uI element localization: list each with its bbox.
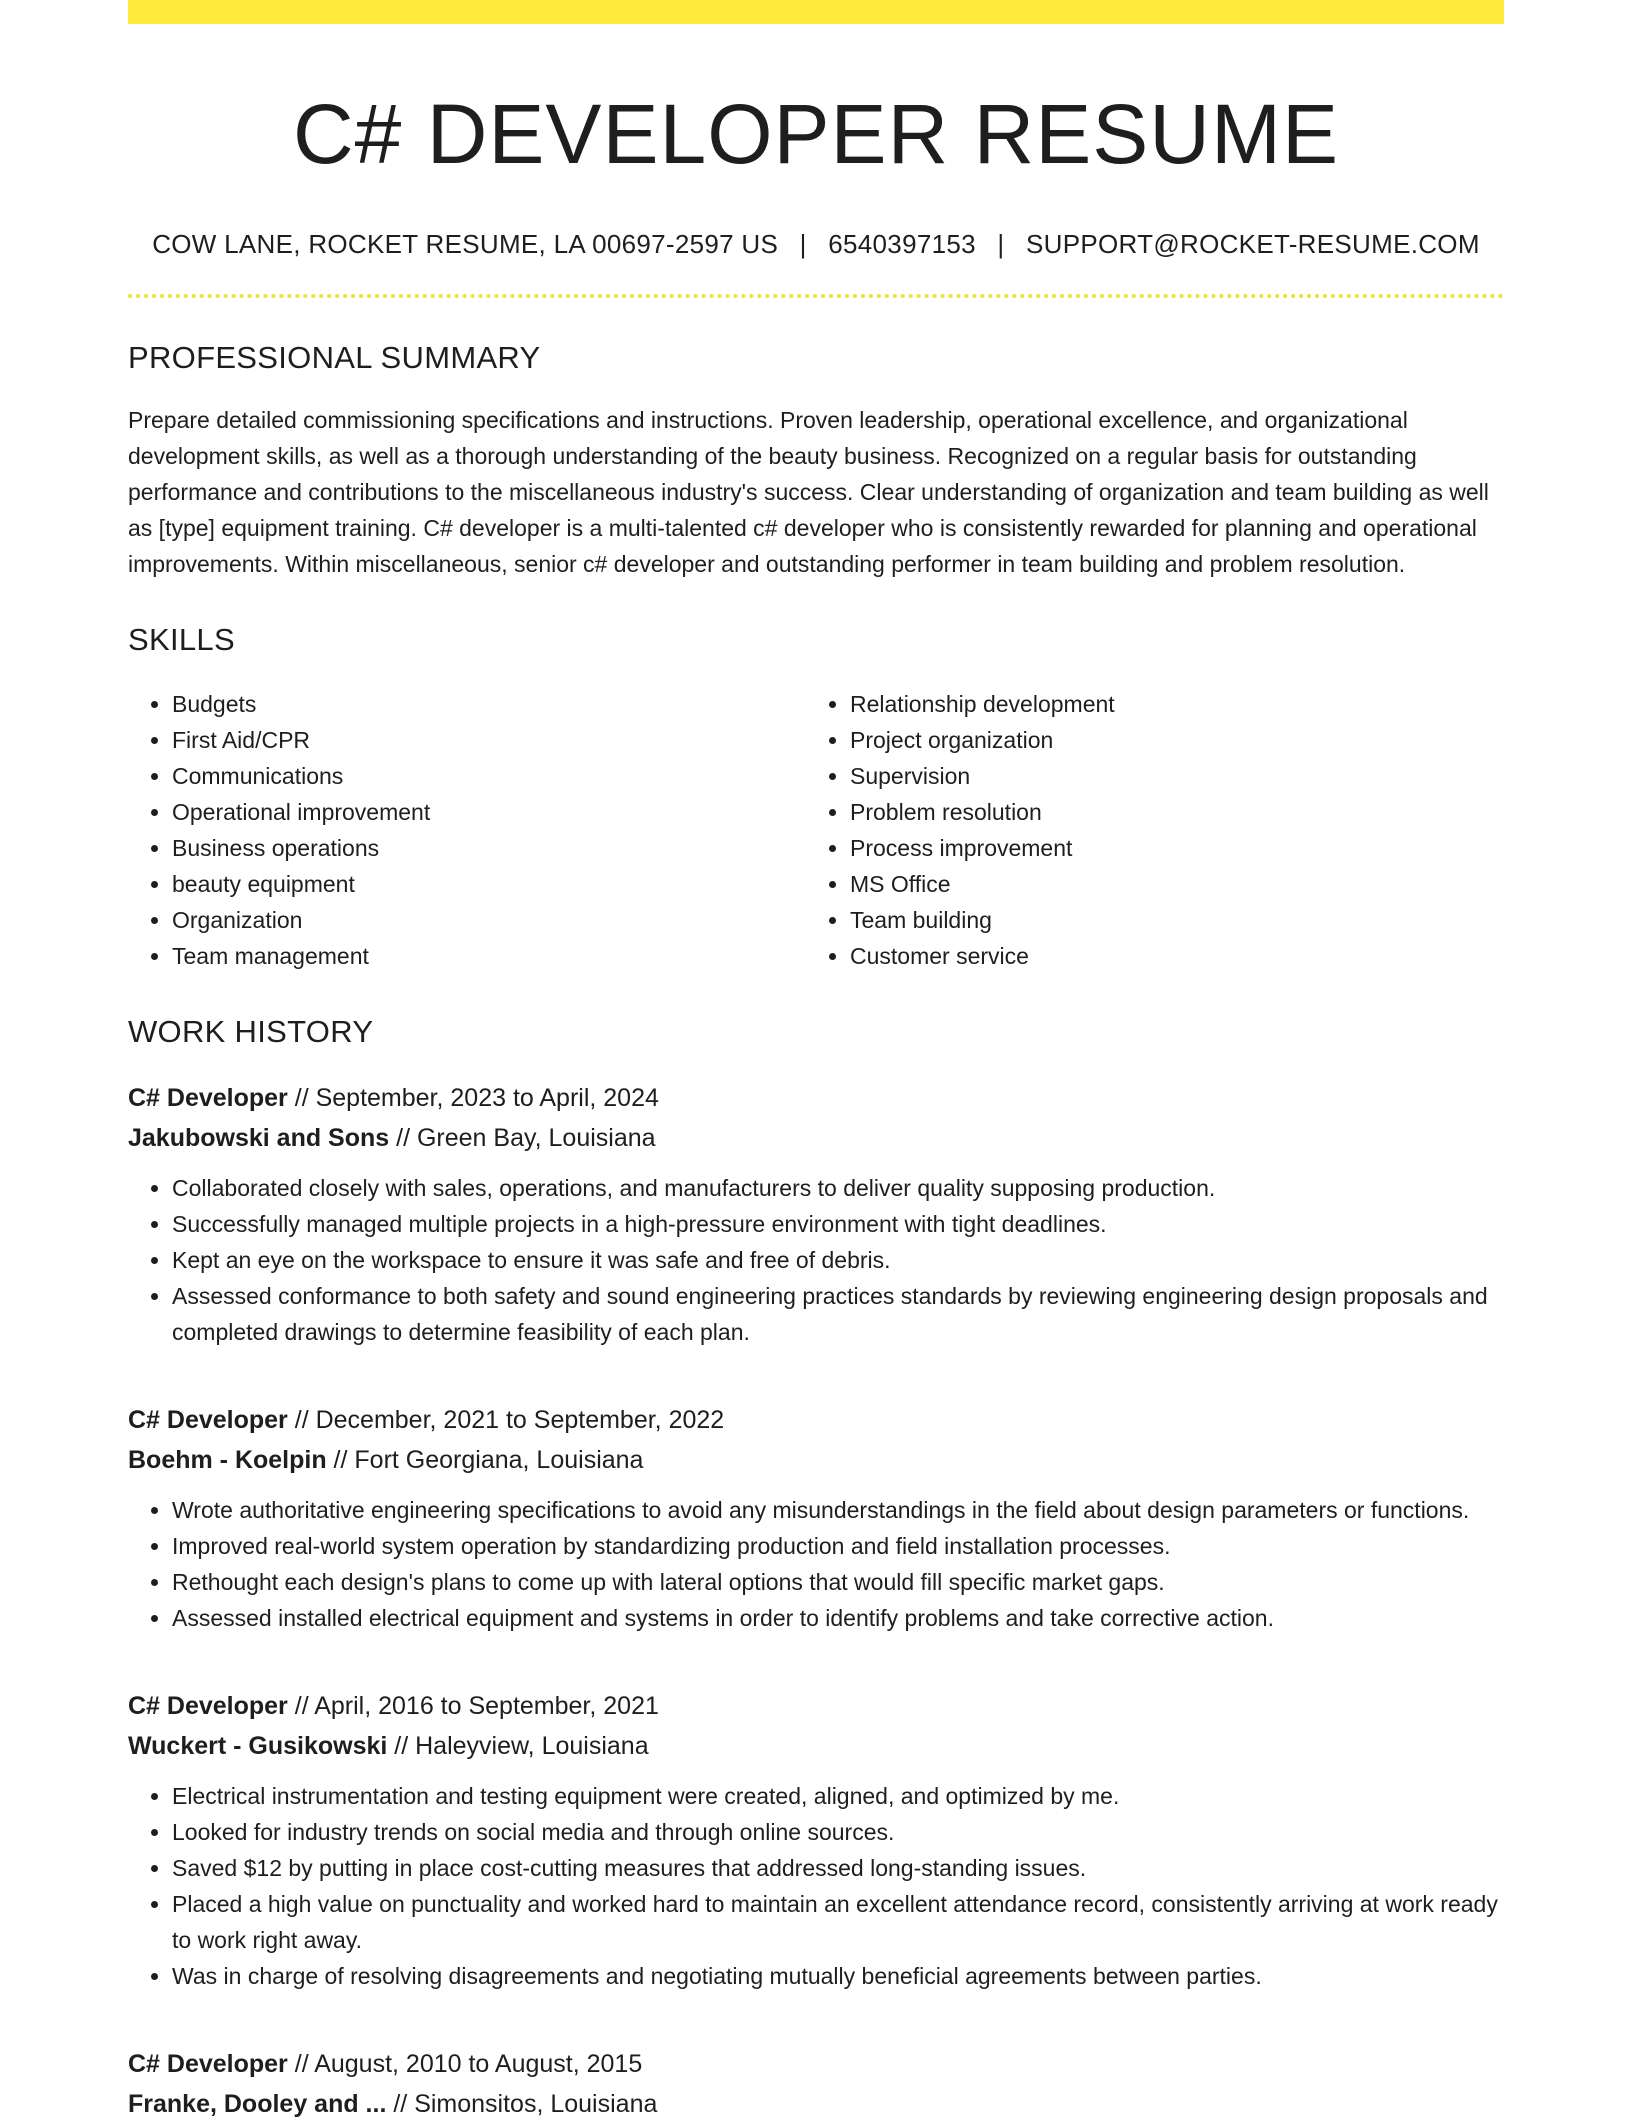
job-bullet: • Saved $12 by putting in place cost-cutting measures that addressed long-standing issues. xyxy=(172,1850,1504,1886)
contact-separator: | xyxy=(799,228,807,259)
skill-item: • Operational improvement xyxy=(172,794,806,830)
job-company: Boehm - Koelpin xyxy=(128,1445,327,1474)
job-company: Wuckert - Gusikowski xyxy=(128,1731,388,1760)
job-bullet: • Successfully managed multiple projects in a high-pressure environment with tight deadlines. xyxy=(172,1206,1504,1242)
skill-item: • Problem resolution xyxy=(850,794,1484,830)
summary-heading: PROFESSIONAL SUMMARY xyxy=(128,339,541,375)
job-company-line xyxy=(128,1726,1504,1766)
job-bullet: • Rethought each design's plans to come up with lateral options that would fill specific market gaps. xyxy=(172,1564,1504,1600)
skills-columns xyxy=(128,686,1504,974)
skill-item: • MS Office xyxy=(850,866,1484,902)
job-bullet: • Was in charge of resolving disagreements and negotiating mutually beneficial agreements between parties. xyxy=(172,1958,1504,1994)
job-bullet: • Assessed installed electrical equipment and systems in order to identify problems and take corrective action. xyxy=(172,1600,1504,1636)
accent-top-bar xyxy=(128,0,1504,24)
contact-email: SUPPORT@ROCKET-RESUME.COM xyxy=(1026,228,1480,259)
skill-item: • beauty equipment xyxy=(172,866,806,902)
job-bullet: • Kept an eye on the workspace to ensure it was safe and free of debris. xyxy=(172,1242,1504,1278)
skill-item: • Budgets xyxy=(172,686,806,722)
job-bullets xyxy=(128,1492,1504,1636)
dotted-divider xyxy=(128,294,1504,298)
job-role: C# Developer xyxy=(128,2049,288,2078)
skill-item: • Customer service xyxy=(850,938,1484,974)
job-location: // Fort Georgiana, Louisiana xyxy=(326,1445,644,1474)
job-bullet: • Assessed conformance to both safety and sound engineering practices standards by reviewing engineering design proposals and completed drawings to determine feasibility of each plan. xyxy=(172,1278,1504,1350)
job-dates: // August, 2010 to August, 2015 xyxy=(287,2049,643,2078)
job-dates: // December, 2021 to September, 2022 xyxy=(287,1405,725,1434)
job-dates: // September, 2023 to April, 2024 xyxy=(287,1083,659,1112)
skills-heading: SKILLS xyxy=(128,621,235,657)
skill-item: • Process improvement xyxy=(850,830,1484,866)
resume-title: C# DEVELOPER RESUME xyxy=(293,87,1339,181)
job-company-line xyxy=(128,1440,1504,1480)
job-company-line xyxy=(128,2084,1504,2124)
skill-item: • Team management xyxy=(172,938,806,974)
job-location: // Green Bay, Louisiana xyxy=(389,1123,656,1152)
job-bullet: • Improved real-world system operation by standardizing production and field installation processes. xyxy=(172,1528,1504,1564)
job-entry xyxy=(128,1078,1504,1350)
skill-item: • Communications xyxy=(172,758,806,794)
work-history-heading: WORK HISTORY xyxy=(128,1013,374,1049)
job-bullet: • Electrical instrumentation and testing equipment were created, aligned, and optimized by me. xyxy=(172,1778,1504,1814)
skill-item: • Supervision xyxy=(850,758,1484,794)
skill-item: • Relationship development xyxy=(850,686,1484,722)
job-role: C# Developer xyxy=(128,1405,288,1434)
skill-item: • First Aid/CPR xyxy=(172,722,806,758)
job-entry xyxy=(128,1400,1504,1636)
job-company: Franke, Dooley and ... xyxy=(128,2089,387,2118)
job-bullet: • Wrote authoritative engineering specifications to avoid any misunderstandings in the field about design parameters or functions. xyxy=(172,1492,1504,1528)
job-bullets xyxy=(128,1778,1504,1994)
skills-list-left xyxy=(128,686,806,974)
job-location: // Haleyview, Louisiana xyxy=(387,1731,649,1760)
job-company-line xyxy=(128,1118,1504,1158)
job-company: Jakubowski and Sons xyxy=(128,1123,390,1152)
skill-item: • Project organization xyxy=(850,722,1484,758)
job-entry xyxy=(128,1686,1504,1994)
contact-phone: 6540397153 xyxy=(828,228,976,259)
job-role: C# Developer xyxy=(128,1691,288,1720)
job-role-line xyxy=(128,2044,1504,2084)
job-role-line xyxy=(128,1078,1504,1118)
job-bullet: • Collaborated closely with sales, operations, and manufacturers to deliver quality supposing production. xyxy=(172,1170,1504,1206)
skills-list-right xyxy=(806,686,1484,974)
job-role: C# Developer xyxy=(128,1083,288,1112)
resume-page xyxy=(128,0,1504,2124)
contact-line xyxy=(128,229,1504,260)
job-bullets xyxy=(128,1170,1504,1350)
contact-separator: | xyxy=(997,228,1005,259)
job-bullet: • Looked for industry trends on social media and through online sources. xyxy=(172,1814,1504,1850)
skill-item: • Organization xyxy=(172,902,806,938)
skill-item: • Business operations xyxy=(172,830,806,866)
job-dates: // April, 2016 to September, 2021 xyxy=(287,1691,659,1720)
skill-item: • Team building xyxy=(850,902,1484,938)
job-role-line xyxy=(128,1686,1504,1726)
job-location: // Simonsitos, Louisiana xyxy=(386,2089,658,2118)
summary-text: Prepare detailed commissioning specifications and instructions. Proven leadership, operational excellence, and organizational development skills, as well as a thorough understanding of the beauty business. Recognized on a regular basis for outstanding performance and contributions to the miscellaneous industry's success. Clear understanding of organization and team building as well as [type] equipment training. C# developer is a multi-talented c# developer who is consistently rewarded for planning and operational improvements. Within miscellaneous, senior c# developer and outstanding performer in team building and problem resolution. xyxy=(128,406,1489,577)
job-role-line xyxy=(128,1400,1504,1440)
contact-address: COW LANE, ROCKET RESUME, LA 00697-2597 US xyxy=(152,228,779,259)
job-bullet: • Placed a high value on punctuality and worked hard to maintain an excellent attendance record, consistently arriving at work ready to work right away. xyxy=(172,1886,1504,1958)
